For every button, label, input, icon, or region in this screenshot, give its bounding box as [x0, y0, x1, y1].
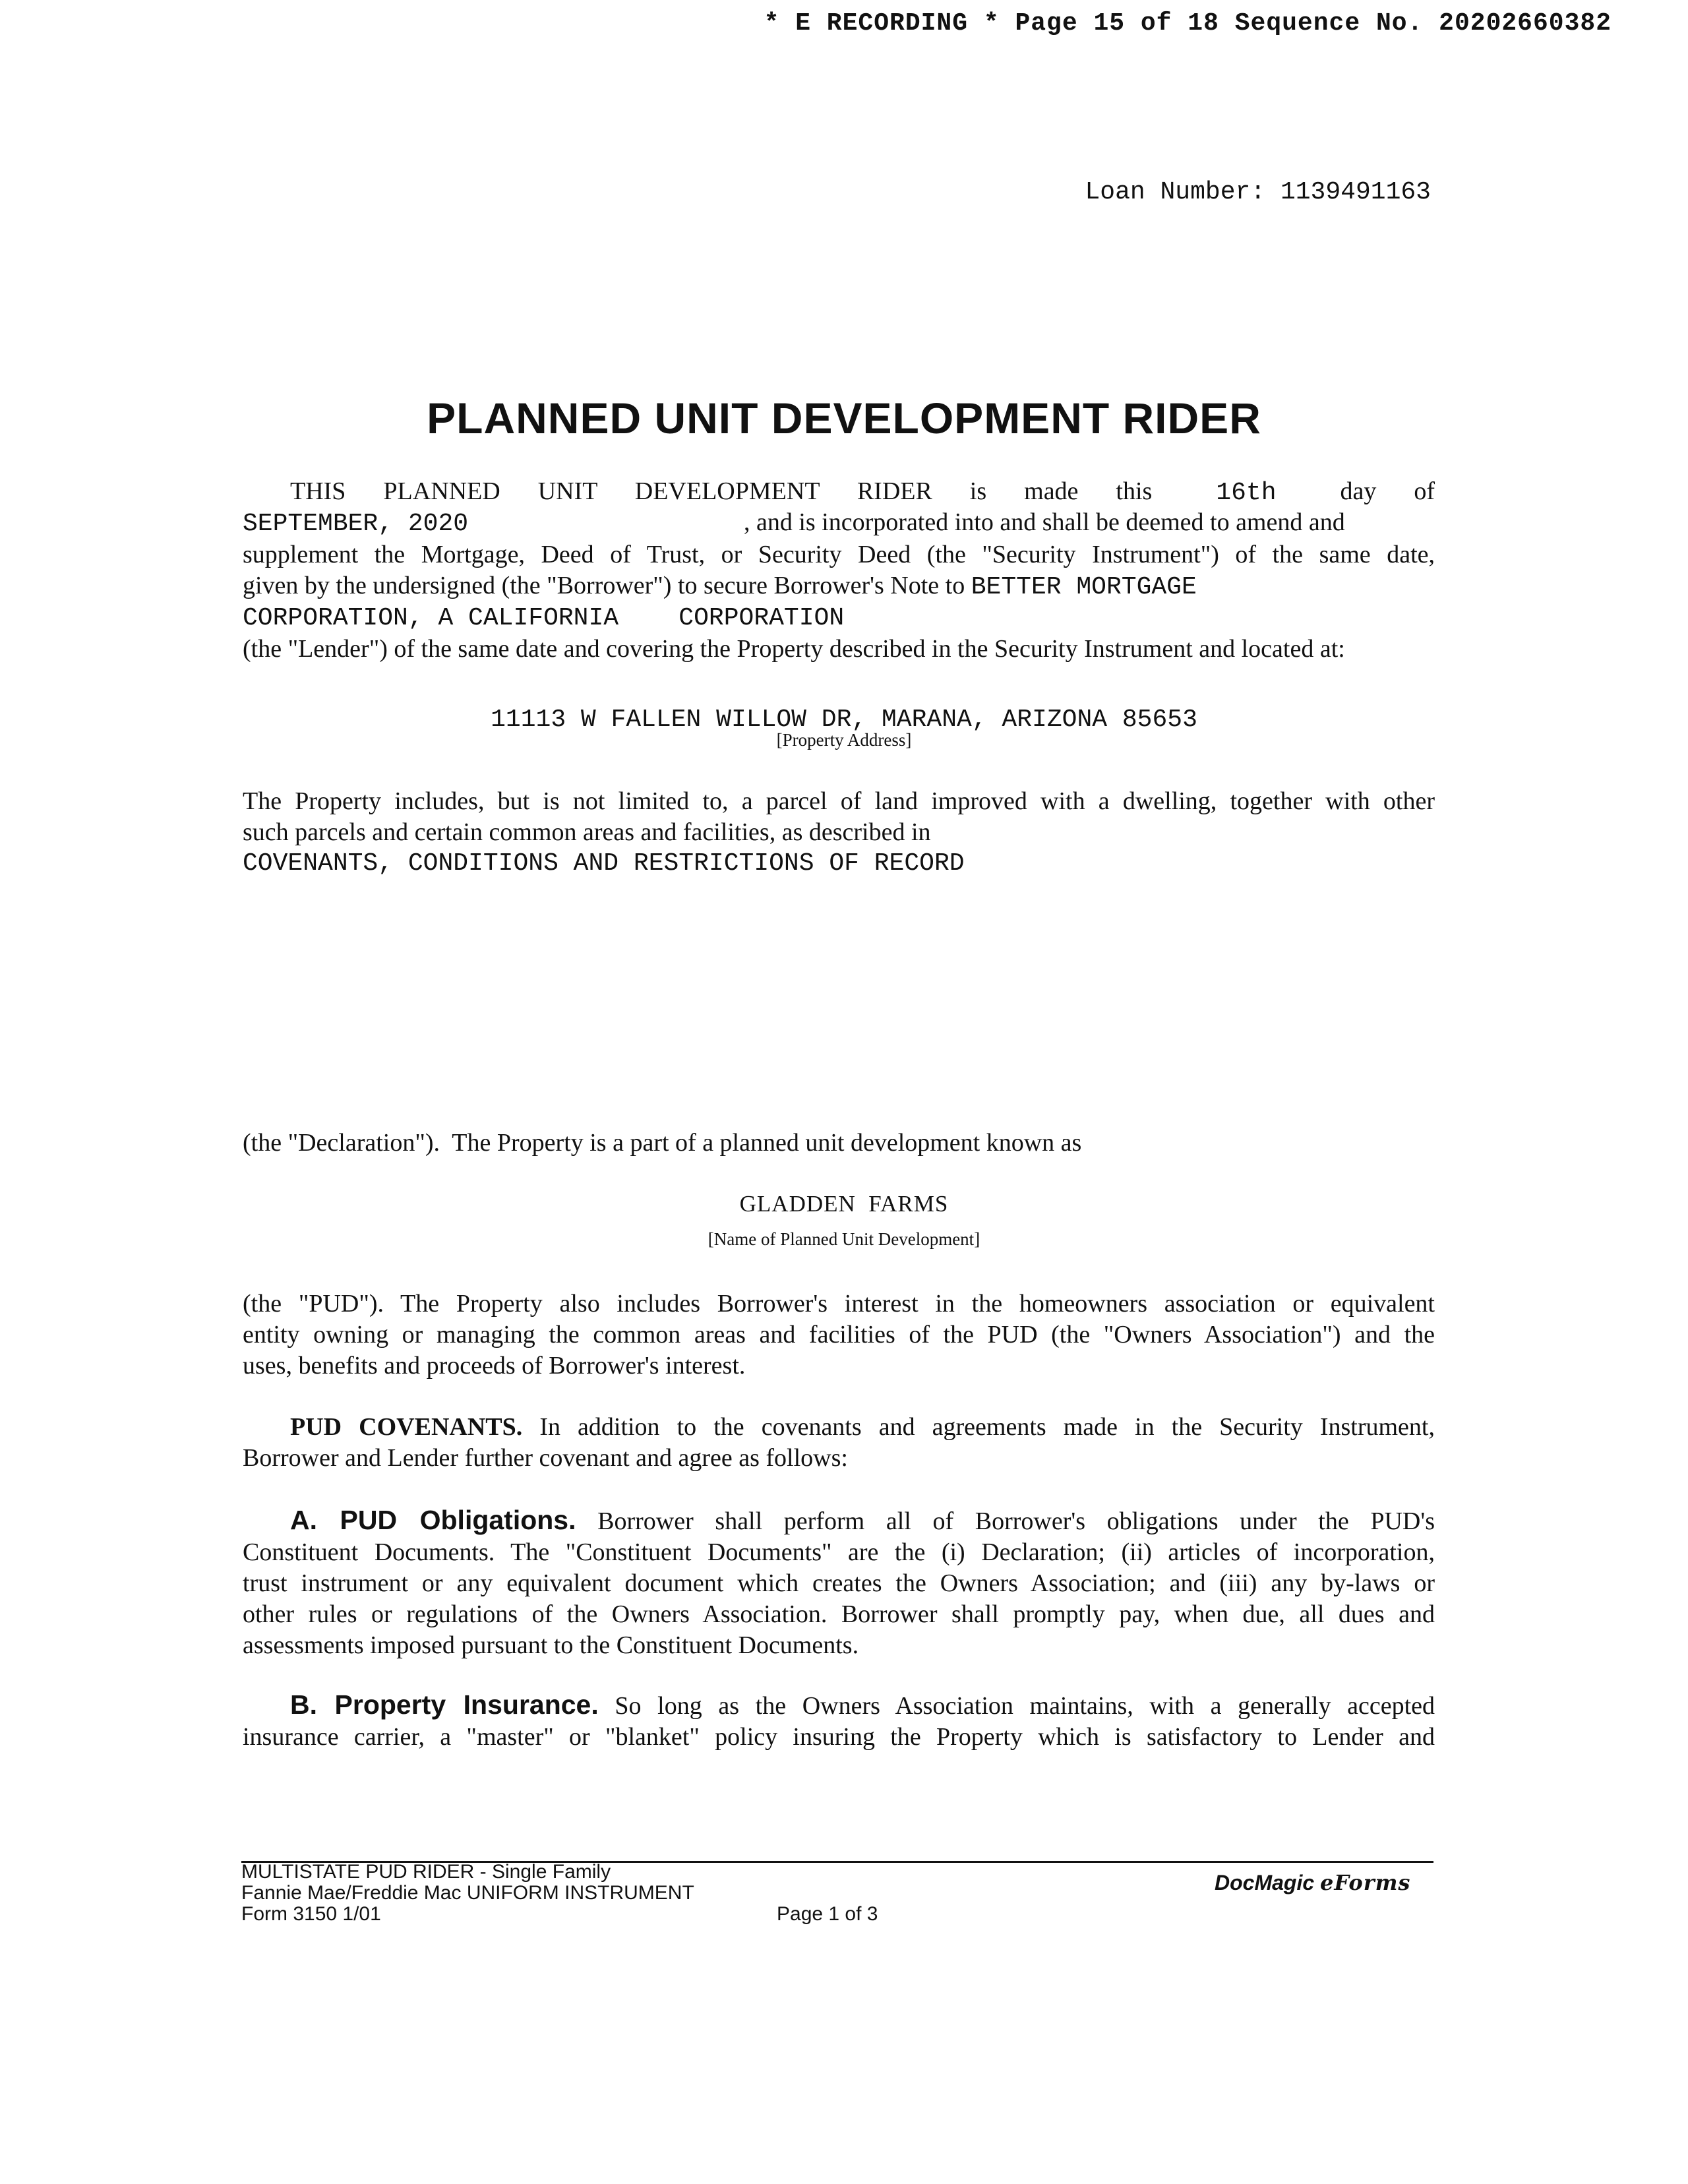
property-line-2: such parcels and certain common areas and facilities, as described in [243, 818, 931, 846]
intro-line-3: supplement the Mortgage, Deed of Trust, or Security Deed (the "Security Instrument") of the same date, [243, 541, 1435, 568]
obligations-line-1 [243, 1505, 1435, 1537]
property-address-caption: [Property Address] [776, 730, 912, 750]
property-line-1: The Property includes, but is not limited to, a parcel of land improved with a dwelling, together with other [243, 787, 1435, 815]
property-paragraph [243, 786, 1435, 879]
footer-form-info [241, 1862, 694, 1925]
loan-number-value: 1139491163 [1280, 178, 1431, 206]
intro-text-1: THIS PLANNED UNIT DEVELOPMENT RIDER is made this [290, 477, 1153, 505]
footer-page-number: Page 1 of 3 [777, 1903, 878, 1925]
pud-name: GLADDEN FARMS [739, 1191, 949, 1217]
pud-name-caption: [Name of Planned Unit Development] [708, 1229, 980, 1249]
covenants-line-1 [243, 1412, 1435, 1443]
obligations-line-3: trust instrument or any equivalent document which creates the Owners Association; and (iii) any by-laws or [243, 1569, 1435, 1597]
footer-line-1: MULTISTATE PUD RIDER - Single Family [241, 1861, 611, 1883]
pud-obligations-section [243, 1505, 1435, 1661]
obligations-line-4: other rules or regulations of the Owners Association. Borrower shall promptly pay, when due, all dues and [243, 1600, 1435, 1628]
covenants-heading: PUD COVENANTS. [290, 1413, 523, 1441]
document-title: PLANNED UNIT DEVELOPMENT RIDER [427, 394, 1261, 442]
intro-month-year: SEPTEMBER, 2020 [243, 510, 469, 538]
insurance-text-1: So long as the Owners Association maintains, with a generally accepted [615, 1692, 1435, 1720]
pud-line-3: uses, benefits and proceeds of Borrower's interest. [243, 1352, 746, 1380]
pud-line-2: entity owning or managing the common areas and facilities of the PUD (the "Owners Association") and the [243, 1321, 1435, 1349]
obligations-text-1: Borrower shall perform all of Borrower's obligations under the PUD's [597, 1507, 1435, 1535]
declaration-line: (the "Declaration"). The Property is a part of a planned unit development known as [243, 1129, 1082, 1157]
recording-header: * E RECORDING * Page 15 of 18 Sequence No. 20202660382 [764, 9, 1612, 38]
pud-covenants-paragraph [243, 1412, 1435, 1474]
declaration-reference: COVENANTS, CONDITIONS AND RESTRICTIONS OF RECORD [243, 849, 965, 878]
intro-line-4 [243, 570, 1435, 603]
property-address: 11113 W FALLEN WILLOW DR, MARANA, ARIZONA 85653 [491, 706, 1197, 734]
docmagic-logo-text: DocMagic [1215, 1871, 1315, 1895]
eforms-logo-text: eForms [1320, 1870, 1411, 1895]
insurance-line-2: insurance carrier, a "master" or "blanket" policy insuring the Property which is satisfactory to Lender and [243, 1723, 1435, 1751]
pud-paragraph [243, 1289, 1435, 1381]
pud-line-1: (the "PUD"). The Property also includes Borrower's interest in the homeowners association or equivalent [243, 1290, 1435, 1318]
obligations-line-5: assessments imposed pursuant to the Constituent Documents. [243, 1631, 859, 1659]
intro-text-4: given by the undersigned (the "Borrower") to secure Borrower's Note to [243, 572, 965, 599]
lender-name-1: BETTER MORTGAGE [971, 573, 1197, 601]
intro-text-2: day of [1340, 477, 1435, 505]
covenants-text-1: In addition to the covenants and agreements made in the Security Instrument, [539, 1413, 1435, 1441]
intro-first-line [243, 476, 1435, 508]
docmagic-logo [1215, 1870, 1410, 1895]
lender-name-2: CORPORATION, A CALIFORNIA CORPORATION [243, 604, 845, 632]
footer-line-2: Fannie Mae/Freddie Mac UNIFORM INSTRUMENT [241, 1882, 694, 1904]
property-insurance-heading: B. Property Insurance. [290, 1689, 599, 1720]
property-insurance-section [243, 1689, 1435, 1753]
pud-obligations-heading: A. PUD Obligations. [290, 1505, 576, 1535]
loan-number-label: Loan Number: [1085, 178, 1266, 206]
footer-line-3: Form 3150 1/01 [241, 1903, 381, 1925]
intro-line-2 [243, 507, 1435, 539]
insurance-line-1 [243, 1689, 1435, 1722]
covenants-line-2: Borrower and Lender further covenant and agree as follows: [243, 1444, 848, 1472]
intro-paragraph [243, 507, 1435, 665]
loan-number-line [1085, 178, 1431, 206]
intro-line-6: (the "Lender") of the same date and covering the Property described in the Security Instrument and located at: [243, 635, 1345, 663]
intro-text-3: , and is incorporated into and shall be deemed to amend and [744, 508, 1345, 536]
obligations-line-2: Constituent Documents. The "Constituent Documents" are the (i) Declaration; (ii) articles of incorporation, [243, 1538, 1435, 1566]
intro-day: 16th [1216, 479, 1277, 507]
